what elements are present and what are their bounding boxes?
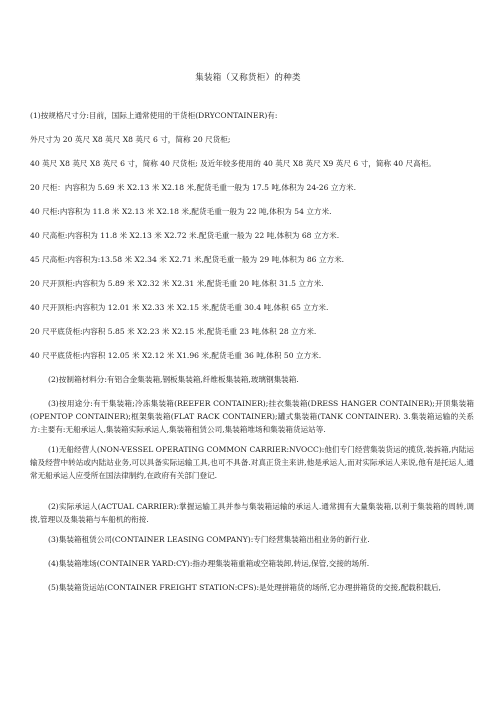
paragraph-40ft-high-cube: 40 尺高柜:内容积为 11.8 米 X2.13 米 X2.72 米.配货毛重一般为 22 吨,体积为 68 立方米. (30, 231, 340, 240)
paragraph-40ft-open-top: 40 尺开顶柜:内容积为 12.01 米 X2.33 米 X2.15 米,配货毛重 30.4 吨,体积 65 立方米. (30, 303, 329, 312)
paragraph-45ft-high-cube: 45 尺高柜:内容积为:13.58 米 X2.34 米 X2.71 米,配货毛重一般为 29 吨,体积为 86 立方米. (30, 255, 345, 264)
paragraph-20ft-container: 20 尺柜：内容积为 5.69 米 X2.13 米 X2.18 米,配货毛重一般为 17.5 吨,体积为 24-26 立方米. (30, 183, 357, 192)
paragraph-actual-carrier: (2)实际承运人(ACTUAL CARRIER):掌握运输工具并参与集装箱运输的承运人.通常拥有大量集装箱,以利于集装箱的周转,调拨,管理以及集装箱与车船机的衔接. (30, 502, 474, 524)
paragraph-usage-classification: (3)按用途分:有干集装箱;冷冻集装箱(REEFER CONTAINER);挂衣集装箱(DRESS HANGER CONTAINER);开顶集装箱(OPENTOP CONTAINER);框架集装箱(FLAT RACK CONTAINER);罐式集装箱(TANK CONTAINER). 3.集装箱运输的关系方:主要有:无船承运人,集装箱实际承运人,集装箱租赁公司,集装箱堆场和集装箱货运站等. (30, 399, 474, 434)
paragraph-40ft-spec: 40 英尺 X8 英尺 X8 英尺 6 寸，简称 40 尺货柜; 及近年较多使用的 40 英尺 X8 英尺 X9 英尺 6 寸，简称 40 尺高柜。 (30, 159, 436, 168)
paragraph-material-classification: (2)按制箱材料分:有铝合金集装箱,钢板集装箱,纤维板集装箱,玻璃钢集装箱. (48, 375, 299, 384)
paragraph-20ft-spec: 外尺寸为 20 英尺 X8 英尺 X8 英尺 6 寸，简称 20 尺货柜; (30, 135, 231, 144)
paragraph-40ft-container: 40 尺柜:内容积为 11.8 米 X2.13 米 X2.18 米,配货毛重一般为 22 吨,体积为 54 立方米. (30, 207, 332, 216)
paragraph-freight-station: (5)集装箱货运站(CONTAINER FREIGHT STATION:CFS):是处理拼箱货的场所,它办理拼箱货的交接,配载积载后, (48, 583, 441, 592)
paragraph-leasing-company: (3)集装箱租赁公司(CONTAINER LEASING COMPANY):专门经营集装箱出租业务的新行业. (48, 535, 370, 544)
document-title: 集装箱（又称货柜）的种类 (195, 73, 301, 83)
paragraph-size-classification: (1)按规格尺寸分:目前，国际上通常使用的干货柜(DRYCONTAINER)有: (30, 111, 278, 120)
paragraph-20ft-open-top: 20 尺开顶柜:内容积为 5.89 米 X2.32 米 X2.31 米,配货毛重 20 吨,体积 31.5 立方米. (30, 279, 324, 288)
paragraph-container-yard: (4)集装箱堆场(CONTAINER YARD:CY):指办理集装箱重箱或空箱装卸,转运,保管,交接的场所. (48, 559, 370, 568)
paragraph-20ft-flat: 20 尺平底货柜:内容积 5.85 米 X2.23 米 X2.15 米,配货毛重 23 吨,体积 28 立方米. (30, 327, 317, 336)
paragraph-40ft-flat: 40 尺平底货柜:内容积 12.05 米 X2.12 米 X1.96 米,配货毛重 36 吨,体积 50 立方米. (30, 351, 322, 360)
paragraph-nvocc: (1)无船经营人(NON-VESSEL OPERATING COMMON CARRIER:NVOCC):他们专门经营集装货运的揽货,装拆箱,内陆运输及经营中转站或内陆站业务,可以具备实际运输工具,也可不具备.对真正货主来讲,他是承运人,而对实际承运人来说,他有是托运人,通常无船承运人应受所在国法律制约,在政府有关部门登记. (30, 445, 474, 480)
